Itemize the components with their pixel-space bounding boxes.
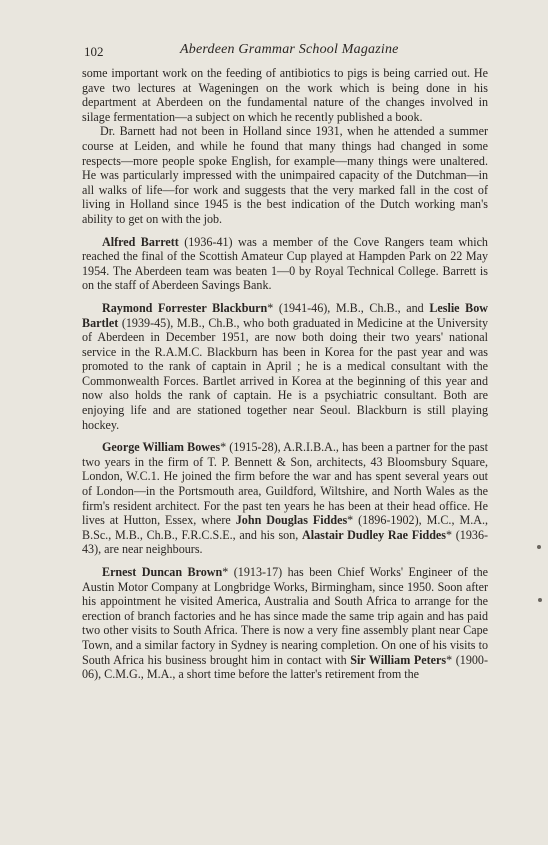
entry-text: * (1941-46), M.B., Ch.B., and	[267, 300, 430, 315]
person-name: Ernest Duncan Brown	[102, 565, 223, 579]
paragraph-barnett: Dr. Barnett had not been in Holland since 1931, when he attended a summer course at Leiden, and while he found that many things had changed in some respects—more people spoke English, for example—many things were unaltered. He was particularly impressed with the unimpaired capacity of the Dutchman—in all walks of life—for work and suggests that the very marked fall in the cost of living in Holland since 1945 is the best indication of the Dutch working man's ability to get on with the job.	[82, 124, 488, 226]
person-name: Raymond Forrester Blackburn	[102, 300, 268, 315]
person-name: John Douglas Fiddes	[235, 513, 348, 528]
running-title: Aberdeen Grammar School Magazine	[180, 42, 399, 57]
paragraph-continued: some important work on the feeding of antibiotics to pigs is being carried out. He gave two lectures at Wageningen on the work which is being done in his department at Aberdeen on the fundamental nature of the changes involved in silage fermentation—a subject on which he recently published a book.	[82, 66, 488, 124]
person-name: Leslie Bow Bartlet	[82, 300, 488, 330]
person-name: Alfred Barrett	[102, 234, 179, 249]
article-body	[82, 66, 488, 690]
entry-brown	[82, 565, 488, 682]
entry-blackburn-bartlet	[82, 301, 488, 432]
page-header	[84, 40, 496, 62]
entry-text: * (1913-17) has been Chief Works' Engineer of the Austin Motor Company at Longbridge Works, Birmingham, since 1950. Soon after his appointment he visited America, Australia and South Africa to arrange for the erection of branch factories and he has since made the same trip again and has paid two other visits to South Africa. There is now a very fine assembly plant near Cape Town, and a similar factory in Sydney is nearing completion. On one of his visits to South Africa his business brought him in contact with	[82, 565, 489, 667]
entry-barrett	[82, 235, 488, 293]
entry-text: * (1915-28), A.R.I.B.A., has been a partner for the past two years in the firm of T. P. Bennett & Son, architects, 43 Bloomsbury Square, London, W.C.1. He joined the firm before the war and has spent several years out of London—in the Portsmouth area, Guildford, Wiltshire, and North Wales as the firm's resident architect. For the past ten years he has been at their head office. He lives at Hutton, Essex, where	[82, 440, 488, 528]
margin-mark	[537, 545, 541, 549]
entry-text: * (1900-06), C.M.G., M.A., a short time before the latter's retirement from the	[82, 652, 488, 682]
person-name: George William Bowes	[102, 440, 221, 455]
margin-mark	[538, 598, 542, 602]
person-name: Alastair Dudley Rae Fiddes	[302, 527, 446, 542]
person-name: Sir William Peters	[350, 652, 447, 667]
entry-text: * (1896-1902), M.C., M.A., B.Sc., M.B., Ch.B., F.R.C.S.E., and his son,	[82, 513, 488, 542]
page-number: 102	[84, 44, 104, 59]
entry-text: (1936-41) was a member of the Cove Rangers team which reached the final of the Scottish Amateur Cup played at Hampden Park on 22 May 1954. The Aberdeen team was beaten 1—0 by Royal Technical College. Barrett is on the staff of Aberdeen Savings Bank.	[82, 234, 488, 293]
entry-text: (1939-45), M.B., Ch.B., who both graduated in Medicine at the University of Aberdeen in December 1951, are now both doing their two years' national service in the R.A.M.C. Blackburn has been in Korea for the past year and was promoted to the rank of captain in April ; he is a medical consultant with the Commonwealth Forces. Bartlet arrived in Korea at the beginning of this year and now also holds the rank of captain. He is a psychiatric consultant. Both are enjoying life and are stationed together near Seoul. Blackburn is still playing hockey.	[82, 315, 488, 432]
entry-bowes	[82, 440, 488, 557]
entry-text: * (1936-43), are near neighbours.	[82, 527, 489, 557]
